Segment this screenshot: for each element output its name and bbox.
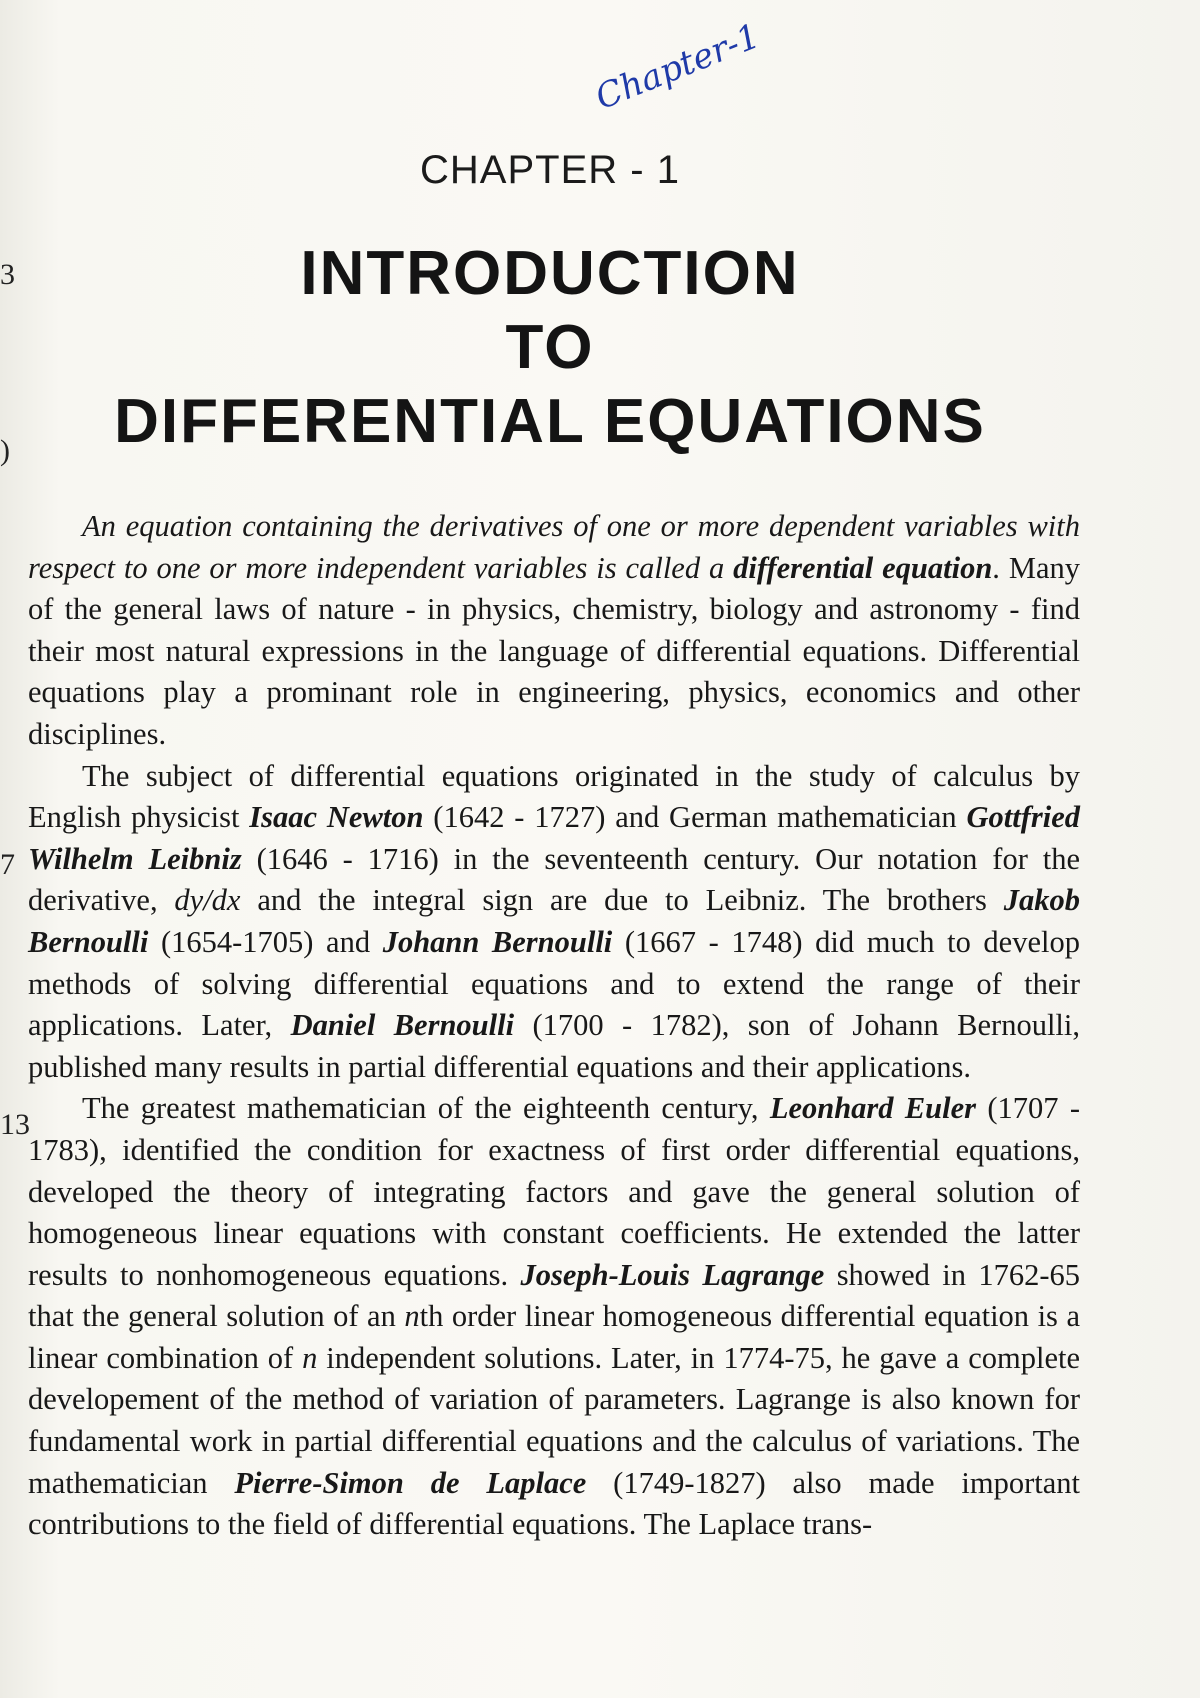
paragraph-text: (1654-1705) and (148, 924, 383, 959)
margin-mark: ) (0, 434, 10, 467)
person-name: Gottfried Wilhelm Leibniz (28, 800, 1080, 876)
title-line-1: INTRODUCTION (300, 239, 800, 308)
paragraph-text: (1749-1827) also made important contributions to the field of differential equations. The Laplace trans- (28, 1465, 1081, 1542)
person-name: Daniel Bernoulli (290, 1008, 515, 1043)
person-name: Jakob Bernoulli (28, 883, 1080, 959)
paragraph-text: showed in 1762-65 that the general solution of an (28, 1257, 1080, 1334)
paragraph-text: and the integral sign are due to Leibniz. The brothers (240, 883, 1004, 918)
person-name: Johann Bernoulli (382, 924, 613, 959)
paragraph-2 (28, 756, 1080, 1089)
margin-mark: 3 (0, 258, 15, 291)
paragraph-text: (1707 - 1783), identified the condition for exactness of first order differential equations, developed the theory of integrating factors and gave the general solution of homogeneous linear equations with constant coefficients. He extended the latter results to nonhomogeneous equations. (28, 1091, 1080, 1292)
person-name: Joseph-Louis Lagrange (520, 1257, 825, 1292)
person-name: Pierre-Simon de Laplace (234, 1465, 587, 1500)
paragraph-text: The greatest mathematician of the eighteenth century, (82, 1091, 770, 1126)
variable-n: n (302, 1340, 318, 1375)
chapter-label: CHAPTER - 1 (420, 148, 680, 192)
paragraph-text: (1642 - 1727) and German mathematician (423, 800, 967, 835)
person-name: Isaac Newton (249, 800, 424, 835)
paragraph-text: independent solutions. Later, in 1774-75, he gave a complete developement of the method of variation of parameters. Lagrange is also known for fundamental work in partial differential equations and the calculus of variations. The mathematician (28, 1340, 1081, 1500)
defined-term: differential equation (733, 550, 993, 585)
paragraph-text: (1667 - 1748) did much to develop methods of solving differential equations and to extend the range of their applications. Later, (28, 924, 1080, 1043)
body-text (28, 506, 1080, 1546)
person-name: Leonhard Euler (769, 1091, 977, 1126)
paragraph-text: th order linear homogeneous differential equation is a linear combination of (28, 1299, 1080, 1375)
definition-lead: An equation containing the derivatives of one or more dependent variables with respect to one or more independent variables is called a (28, 509, 1080, 585)
paragraph-text: (1700 - 1782), son of Johann Bernoulli, published many results in partial differential equations and their applications. (28, 1008, 1080, 1084)
derivative-notation: dy/dx (174, 883, 241, 918)
margin-mark: 13 (0, 1108, 30, 1141)
paragraph-text: . Many of the general laws of nature - in physics, chemistry, biology and astronomy - find their most natural expressions in the language of differential equations. Differential equations play a prominant role in engineering, physics, economics and other disciplines. (28, 550, 1080, 751)
paragraph-text: The subject of differential equations originated in the study of calculus by English physicist (28, 758, 1080, 835)
variable-n: n (404, 1299, 420, 1334)
paragraph-text: (1646 - 1716) in the seventeenth century. Our notation for the derivative, (28, 841, 1080, 918)
paragraph-1 (28, 506, 1080, 756)
margin-mark: 7 (0, 848, 15, 881)
title-line-3: DIFFERENTIAL EQUATIONS (114, 387, 986, 456)
paragraph-3 (28, 1088, 1080, 1546)
handwritten-note: Chapter-1 (590, 16, 766, 118)
title-line-2: TO (505, 313, 595, 382)
